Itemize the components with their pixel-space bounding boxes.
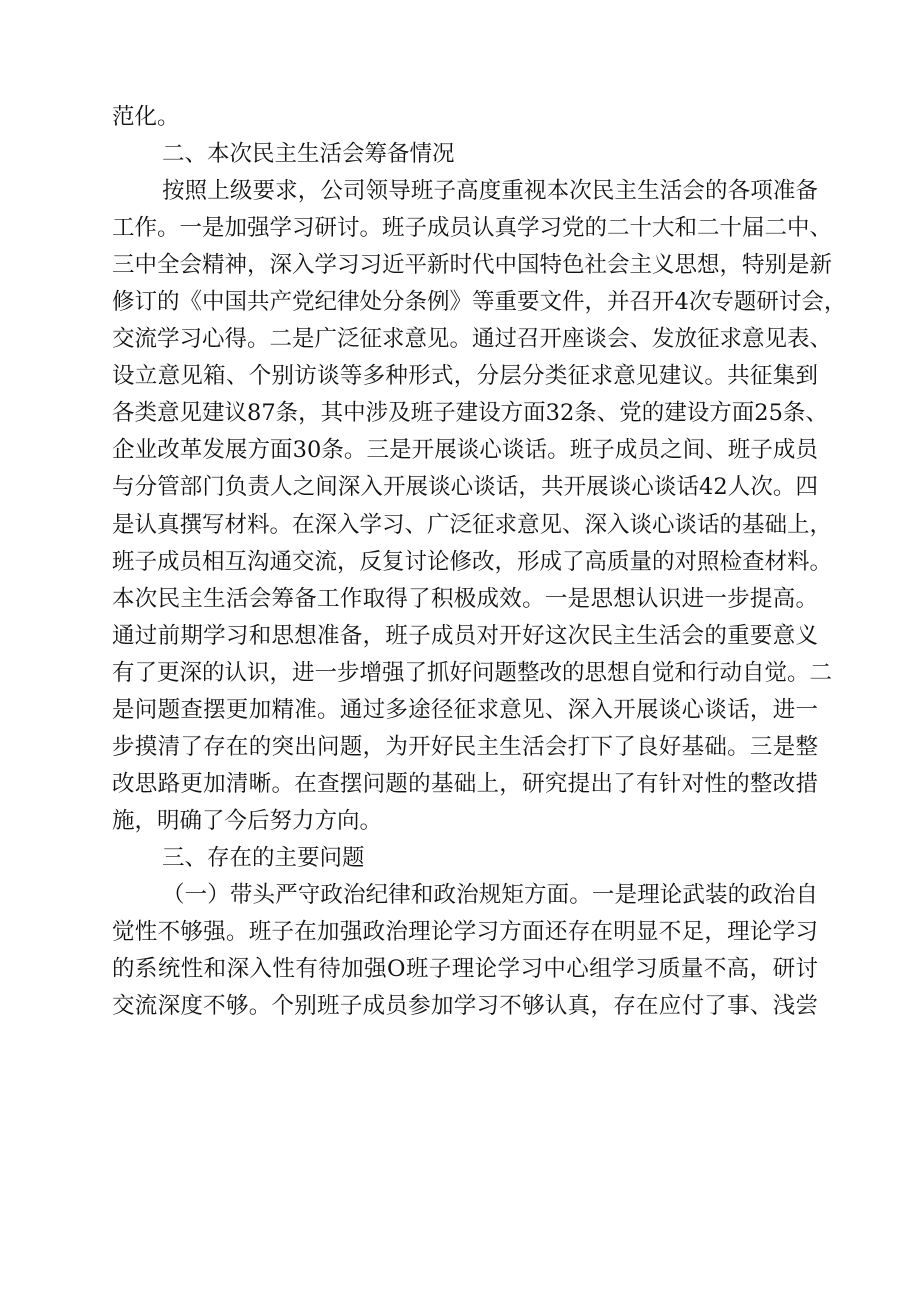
body-line: 有了更深的认识，进一步增强了抓好问题整改的思想自觉和行动自觉。二: [112, 659, 833, 686]
body-line: 按照上级要求，公司领导班子高度重视本次民主生活会的各项准备: [162, 178, 818, 205]
body-line: 是问题查摆更加精准。通过多途径征求意见、深入开展谈心谈话，进一: [112, 696, 818, 723]
body-line: 通过前期学习和思想准备，班子成员对开好这次民主生活会的重要意义: [112, 622, 818, 649]
body-line: 交流深度不够。个别班子成员参加学习不够认真，存在应付了事、浅尝: [112, 993, 818, 1020]
body-line: 与分管部门负责人之间深入开展谈心谈话，共开展谈心谈话42人次。四: [112, 474, 818, 501]
section-heading-main-problems: 三、存在的主要问题: [162, 844, 365, 871]
body-line: 各类意见建议87条，其中涉及班子建设方面32条、党的建设方面25条、: [112, 400, 828, 427]
document-page: [112, 99, 847, 1025]
body-line: 的系统性和深入性有待加强O班子理论学习中心组学习质量不高，研讨: [112, 956, 818, 983]
body-line: 交流学习心得。二是广泛征求意见。通过召开座谈会、发放征求意见表、: [112, 326, 833, 353]
body-line: 改思路更加清晰。在查摆问题的基础上，研究提出了有针对性的整改措: [112, 770, 818, 797]
body-line: 设立意见箱、个别访谈等多种形式，分层分类征求意见建议。共征集到: [112, 363, 818, 390]
body-line: 是认真撰写材料。在深入学习、广泛征求意见、深入谈心谈话的基础上，: [112, 511, 833, 538]
body-line: 修订的《中国共产党纪律处分条例》等重要文件，并召开4次专题研讨会，: [112, 289, 847, 316]
body-line: 步摸清了存在的突出问题，为开好民主生活会打下了良好基础。三是整: [112, 733, 818, 760]
body-line: 三中全会精神，深入学习习近平新时代中国特色社会主义思想，特别是新: [112, 252, 833, 279]
body-line: 本次民主生活会筹备工作取得了积极成效。一是思想认识进一步提高。: [112, 585, 818, 612]
body-line: 班子成员相互沟通交流，反复讨论修改，形成了高质量的对照检查材料。: [112, 548, 833, 575]
body-line: 企业改革发展方面30条。三是开展谈心谈话。班子成员之间、班子成员: [112, 437, 818, 464]
subsection-line: （一）带头严守政治纪律和政治规矩方面。一是理论武装的政治自: [162, 881, 818, 908]
paragraph-tail-line: 范化。: [112, 104, 180, 130]
section-heading-preparation: 二、本次民主生活会筹备情况: [162, 141, 455, 168]
body-line: 工作。一是加强学习研讨。班子成员认真学习党的二十大和二十届二中、: [112, 215, 833, 242]
paragraph-tail-line: 施，明确了今后努力方向。: [112, 807, 383, 834]
body-line: 觉性不够强。班子在加强政治理论学习方面还存在明显不足，理论学习: [112, 919, 818, 946]
